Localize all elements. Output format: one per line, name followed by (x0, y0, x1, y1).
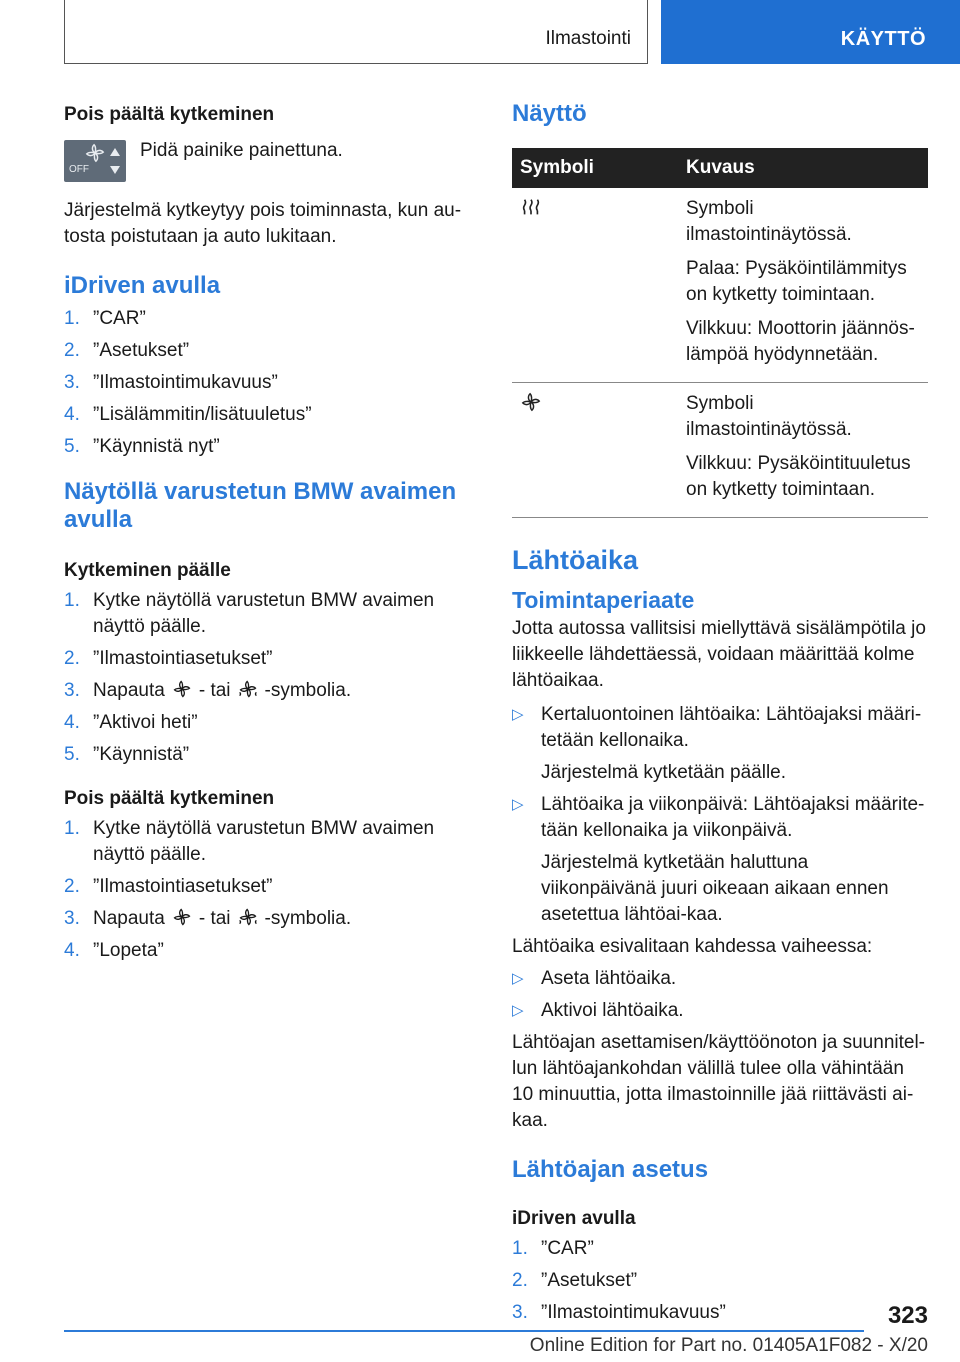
list-item: 2. ”Asetukset” (64, 340, 190, 361)
list-item: 5. ”Käynnistä” (64, 744, 190, 765)
list-item: 1. Kytke näytöllä varustetun BMW avaimen näyttö päälle. (64, 590, 435, 637)
list-item: 4. ”Lisälämmitin/lisätuuletus” (64, 404, 312, 425)
fan-icon (171, 907, 193, 927)
key-heading: Näytöllä varustetun BMW avaimen avulla (64, 478, 457, 533)
list-item: ▷ Kertaluontoinen lähtöaika: Lähtöajaksi määri-tetään kellonaika. Järjestelmä kytketään päälle. (512, 704, 922, 783)
symbol-table (512, 148, 928, 518)
display-heading: Näyttö (512, 100, 587, 127)
arrow-up-icon (108, 146, 122, 156)
list-item: 4. ”Lopeta” (64, 940, 164, 961)
principle-text: Jotta autossa vallitsisi miellyttävä sisälämpötila jo liikkeelle lähdettäessä, voidaan määrittää kolme lähtöaikaa. (512, 618, 926, 691)
set-steps (512, 1236, 928, 1326)
interval-text: Lähtöajan asettamisen/käyttöönoton ja suunnitel-lun lähtöajankohdan välillä tulee olla vähintään 10 minuuttia, jotta ilmastoinnille jää riittävästi ai-kaa. (512, 1032, 925, 1131)
list-item: 2. ”Asetukset” (512, 1270, 638, 1291)
list-item: 3. Napauta - tai -symbolia. (64, 908, 352, 929)
set-heading: Lähtöajan asetus (512, 1156, 709, 1183)
triangle-bullet-icon: ▷ (512, 796, 524, 813)
off-button-row (64, 140, 464, 186)
triangle-bullet-icon: ▷ (512, 706, 524, 723)
triangle-bullet-icon: ▷ (512, 970, 524, 987)
list-item: 5. ”Käynnistä nyt” (64, 436, 220, 457)
list-item: ▷ Lähtöaika ja viikonpäivä: Lähtöajaksi määrite-tään kellonaika ja viikonpäivä. Järjestelmä kytketään haluttuna viikonpäivänä juuri oikeaan aikaan ennen asetettua lähtöai-kaa. (512, 794, 925, 925)
on-steps (64, 588, 464, 768)
fan-icon (171, 679, 193, 699)
off2-heading: Pois päältä kytkeminen (64, 788, 275, 809)
off-heading: Pois päältä kytkeminen (64, 104, 275, 125)
list-item: 3. Napauta - tai -symbolia. (64, 680, 352, 701)
table-header-description: Kuvaus (678, 148, 928, 188)
off-hold-text: Pidä painike painettuna. (140, 140, 343, 161)
chapter-tab[interactable]: KÄYTTÖ (661, 0, 960, 64)
idrive-heading: iDriven avulla (64, 272, 221, 299)
arrow-down-icon (108, 166, 122, 176)
list-item: ▷ Aseta lähtöaika. (512, 966, 928, 992)
footer-divider (64, 1330, 864, 1332)
fan-heat-icon (237, 907, 259, 927)
list-item: 1. ”CAR” (512, 1238, 594, 1259)
table-row: Symboli ilmastointinäytössä. Vilkkuu: Pysäköintituuletus on kytketty toimintaan. (512, 383, 928, 518)
list-item: 4. ”Aktivoi heti” (64, 712, 198, 733)
preselect-text: Lähtöaika esivalitaan kahdessa vaiheessa: (512, 936, 873, 957)
left-column (64, 100, 464, 970)
list-item: ▷ Aktivoi lähtöaika. (512, 998, 928, 1024)
departure-heading: Lähtöaika (512, 545, 639, 575)
page-number: 323 (887, 1302, 928, 1329)
fan-icon (84, 142, 106, 164)
header-frame (64, 0, 648, 64)
edition-text: Online Edition for Part no. 01405A1F082 - X/20 (529, 1335, 928, 1356)
set-idrive-heading: iDriven avulla (512, 1208, 636, 1229)
preselect-steps (512, 966, 928, 1024)
list-item: 3. ”Ilmastointimukavuus” (64, 372, 278, 393)
fan-off-button (64, 140, 126, 182)
on-heading: Kytkeminen päälle (64, 560, 231, 581)
departure-types (512, 702, 928, 928)
list-item: 2. ”Ilmastointiasetukset” (64, 876, 273, 897)
off-description: Järjestelmä kytkeytyy pois toiminnasta, kun au-tosta poistutaan ja auto lukitaan. (64, 200, 462, 247)
table-header-symbol: Symboli (512, 148, 678, 188)
principle-heading: Toimintaperiaate (512, 587, 695, 613)
table-row: Symboli ilmastointinäytössä. Palaa: Pysäköintilämmitys on kytketty toimintaan. Vilkkuu: Moottorin jäännös-lämpöä hyödynnetään. (512, 188, 928, 383)
triangle-bullet-icon: ▷ (512, 1002, 524, 1019)
idrive-steps (64, 306, 464, 460)
list-item: 1. Kytke näytöllä varustetun BMW avaimen näyttö päälle. (64, 818, 435, 865)
list-item: 1. ”CAR” (64, 308, 146, 329)
heat-icon (520, 196, 542, 218)
list-item: 3. ”Ilmastointimukavuus” (512, 1302, 726, 1323)
off-label: OFF (69, 164, 89, 175)
right-column (512, 100, 928, 1332)
list-item: 2. ”Ilmastointiasetukset” (64, 648, 273, 669)
fan-icon (520, 391, 542, 413)
off2-steps (64, 816, 464, 964)
section-title: Ilmastointi (545, 28, 631, 49)
fan-heat-icon (237, 679, 259, 699)
